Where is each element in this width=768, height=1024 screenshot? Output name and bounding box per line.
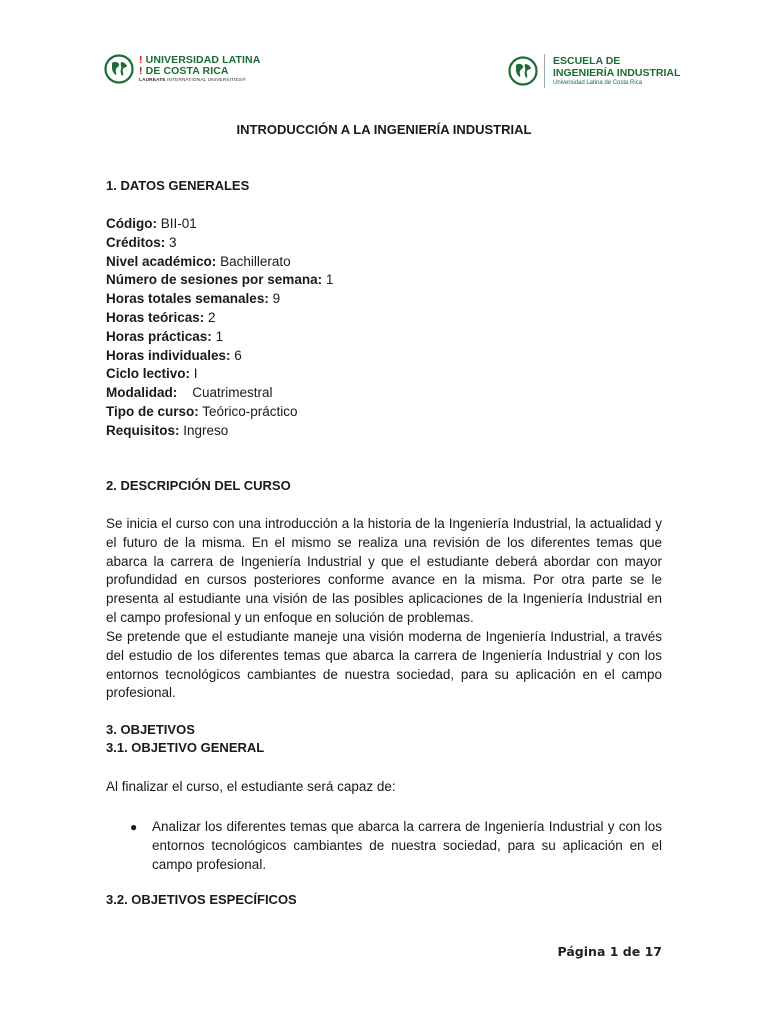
section-3-heading: 3. OBJETIVOS: [106, 722, 195, 737]
general-data-row: [106, 347, 333, 366]
general-data-list: [106, 215, 333, 441]
general-data-key: Horas totales semanales:: [106, 291, 269, 307]
section-3-1-heading: 3.1. OBJETIVO GENERAL: [106, 740, 265, 755]
general-data-row: [106, 309, 333, 328]
general-data-value: Bachillerato: [216, 253, 291, 269]
logo-line-2: DE COSTA RICA: [145, 64, 229, 77]
general-data-row: [106, 234, 333, 253]
general-data-row: [106, 271, 333, 290]
general-objective-item: [130, 818, 662, 874]
general-data-key: Requisitos:: [106, 422, 180, 438]
general-data-key: Horas prácticas:: [106, 328, 212, 344]
general-data-row: [106, 422, 333, 441]
general-data-value: 6: [230, 347, 242, 363]
general-data-key: Ciclo lectivo:: [106, 366, 191, 382]
general-data-value: Teórico-práctico: [198, 403, 298, 419]
general-data-value: 9: [268, 291, 281, 307]
page-number: [558, 944, 662, 959]
general-data-row: [106, 365, 333, 384]
general-data-key: Horas teóricas:: [106, 309, 205, 325]
section-2-heading: 2. DESCRIPCIÓN DEL CURSO: [106, 478, 291, 493]
general-data-value: Ingreso: [179, 422, 229, 438]
globe-icon: [104, 54, 134, 84]
school-line-1: ESCUELA DE: [553, 54, 621, 67]
general-data-key: Nivel académico:: [106, 253, 217, 269]
general-data-row: [106, 253, 333, 272]
general-data-value: 1: [322, 272, 334, 288]
total-pages: 17: [644, 944, 662, 959]
logo-line-3: INTERNATIONAL UNIVERSITIES®: [165, 77, 246, 83]
bullet-icon: ●: [130, 820, 138, 834]
school-line-2: INGENIERÍA INDUSTRIAL: [553, 66, 681, 79]
description-paragraph-1: Se inicia el curso con una introducción a la historia de la Ingeniería Industrial, la actualidad y el futuro de la misma. En el mismo se realiza una revisión de los diferentes temas que abarca la carrera de Ingeniería Industrial y que el estudiante deberá abordar con mayor profundidad en cursos posteriores conforme avance en la misma. Por otra parte se le presenta al estudiante una visión de las posibles aplicaciones de la Ingeniería Industrial en el campo profesional y un enfoque en solución de problemas.: [106, 516, 662, 625]
general-data-value: BII-01: [156, 216, 197, 231]
general-data-row: [106, 328, 333, 347]
general-data-key: Modalidad:: [106, 385, 178, 401]
general-data-value: Cuatrimestral: [177, 385, 273, 401]
globe-icon: [508, 56, 538, 86]
general-data-value: 2: [204, 309, 216, 325]
escuela-ingenieria-logo: [508, 54, 680, 88]
general-data-row: [106, 215, 333, 234]
general-data-value: I: [190, 366, 198, 382]
general-objective-text: Analizar los diferentes temas que abarca la carrera de Ingeniería Industrial y con los entornos tecnológicos cambiantes de nuestra sociedad, para su aplicación en el campo profesional.: [152, 819, 662, 872]
section-1-heading: 1. DATOS GENERALES: [106, 178, 250, 193]
general-data-key: Créditos:: [106, 234, 166, 250]
general-data-key: Número de sesiones por semana:: [106, 272, 323, 288]
general-data-row: [106, 290, 333, 309]
objective-intro: Al finalizar el curso, el estudiante será capaz de:: [106, 779, 396, 794]
section-3-2-heading: 3.2. OBJETIVOS ESPECÍFICOS: [106, 892, 297, 907]
general-data-key: Horas individuales:: [106, 347, 231, 363]
general-data-value: 3: [165, 234, 177, 250]
general-data-key: Tipo de curso:: [106, 403, 199, 419]
general-data-value: 1: [211, 328, 224, 344]
general-data-key: Código:: [106, 216, 157, 231]
current-page: 1: [609, 944, 619, 959]
general-data-row: [106, 403, 333, 422]
logo-line-1: UNIVERSIDAD LATINA: [145, 53, 261, 66]
document-title: INTRODUCCIÓN A LA INGENIERÍA INDUSTRIAL: [236, 122, 532, 137]
logo-divider: [544, 54, 545, 88]
school-line-3: Universidad Latina de Costa Rica: [553, 79, 643, 86]
general-data-row: [106, 384, 333, 403]
logo-line-3-bold: LAUREATE: [139, 77, 166, 83]
universidad-latina-logo: ! UNIVERSIDAD LATINA ! DE COSTA RICA LAUREATE INTERNATIONAL UNIVERSITIES®: [104, 54, 260, 84]
description-paragraph-2: Se pretende que el estudiante maneje una visión moderna de Ingeniería Industrial, a través del estudio de los diferentes temas que abarca la carrera de Ingeniería Industrial y con los entornos tecnológicos cambiantes de nuestra sociedad, para su aplicación en el campo profesional.: [106, 629, 662, 701]
page-label: Página: [557, 944, 606, 959]
of-label: de: [622, 944, 641, 959]
